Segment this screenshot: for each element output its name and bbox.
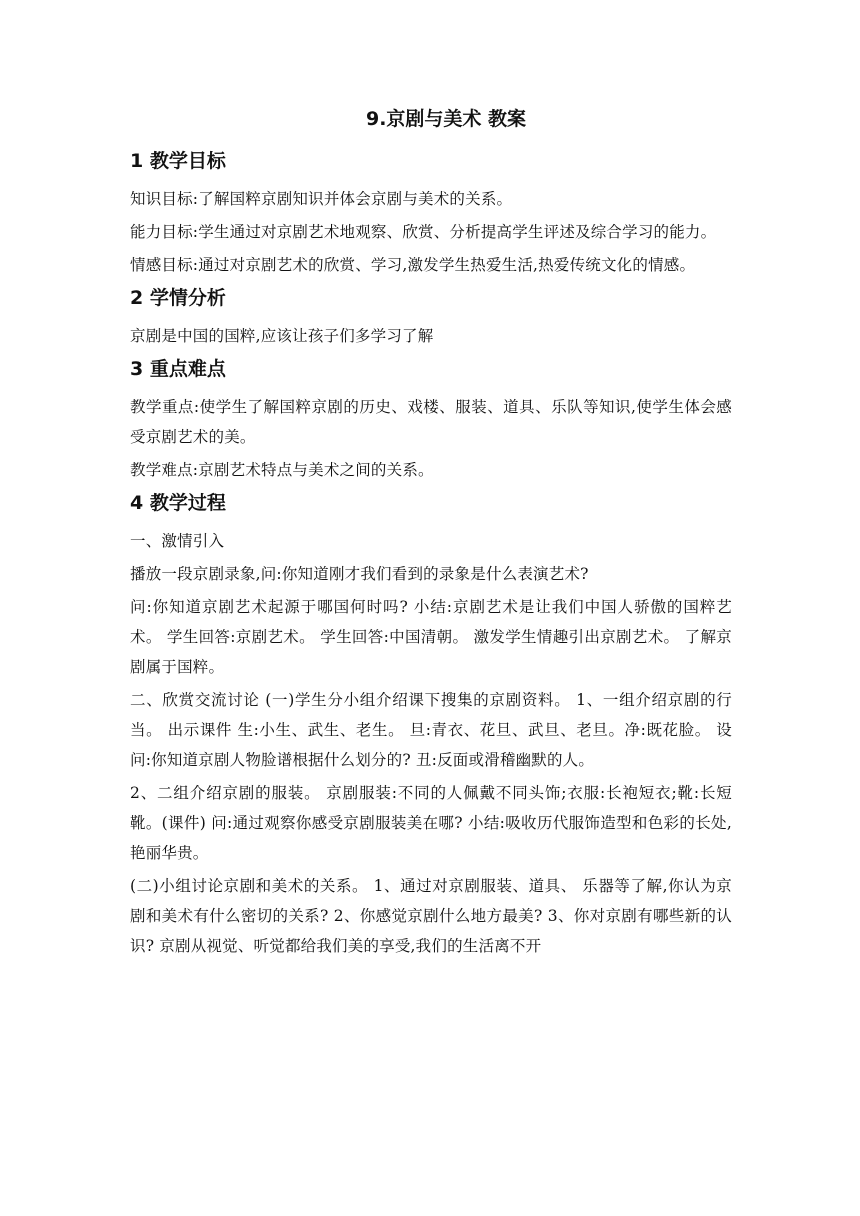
paragraph-knowledge-objective: 知识目标:了解国粹京剧知识并体会京剧与美术的关系。 bbox=[130, 190, 513, 208]
section-key-difficulties bbox=[130, 354, 732, 488]
paragraph-difficulty: 教学难点:京剧艺术特点与美术之间的关系。 bbox=[130, 461, 434, 479]
paragraph-key-point: 教学重点:使学生了解国粹京剧的历史、戏楼、服装、道具、乐队等知识,使学生体会感受京剧艺术的美。 bbox=[130, 398, 732, 446]
section-teaching-process bbox=[130, 488, 732, 964]
paragraph: 2、二组介绍京剧的服装。 京剧服装:不同的人佩戴不同头饰;衣服:长袍短衣;靴:长短靴。(课件) 问:通过观察你感受京剧服装美在哪? 小结:吸收历代服饰造型和色彩的长处,艳丽华贵。 bbox=[130, 784, 732, 862]
paragraph: 一、激情引入 bbox=[130, 532, 225, 550]
paragraph: (二)小组讨论京剧和美术的关系。 1、通过对京剧服装、道具、 乐器等了解,你认为京剧和美术有什么密切的关系? 2、你感觉京剧什么地方最美? 3、你对京剧有哪些新的认识? 京剧从视觉、听觉都给我们美的享受,我们的生活离不开 bbox=[130, 877, 732, 955]
document-body bbox=[130, 104, 732, 964]
document-title: 9.京剧与美术 教案 bbox=[365, 108, 527, 130]
paragraph-emotion-objective: 情感目标:通过对京剧艺术的欣赏、学习,激发学生热爱生活,热爱传统文化的情感。 bbox=[130, 256, 696, 274]
paragraph: 问:你知道京剧艺术起源于哪国何时吗? 小结:京剧艺术是让我们中国人骄傲的国粹艺术。 学生回答:京剧艺术。 学生回答:中国清朝。 激发学生情趣引出京剧艺术。 了解京剧属于国粹。 bbox=[130, 598, 732, 676]
paragraph-ability-objective: 能力目标:学生通过对京剧艺术地观察、欣赏、分析提高学生评述及综合学习的能力。 bbox=[130, 223, 717, 241]
section-teaching-objectives bbox=[130, 146, 732, 283]
paragraph: 播放一段京剧录象,问:你知道刚才我们看到的录象是什么表演艺术? bbox=[130, 565, 589, 583]
section-heading: 2 学情分析 bbox=[130, 287, 226, 309]
section-learner-analysis bbox=[130, 283, 732, 354]
section-heading: 4 教学过程 bbox=[130, 492, 226, 514]
section-heading: 3 重点难点 bbox=[130, 358, 226, 380]
paragraph: 二、欣赏交流讨论 (一)学生分小组介绍课下搜集的京剧资料。 1、一组介绍京剧的行当。 出示课件 生:小生、武生、老生。 旦:青衣、花旦、武旦、老旦。净:既花脸。 设问:你知道京剧人物脸谱根据什么划分的? 丑:反面或滑稽幽默的人。 bbox=[130, 691, 732, 769]
paragraph: 京剧是中国的国粹,应该让孩子们多学习了解 bbox=[130, 327, 434, 345]
section-heading: 1 教学目标 bbox=[130, 150, 226, 172]
